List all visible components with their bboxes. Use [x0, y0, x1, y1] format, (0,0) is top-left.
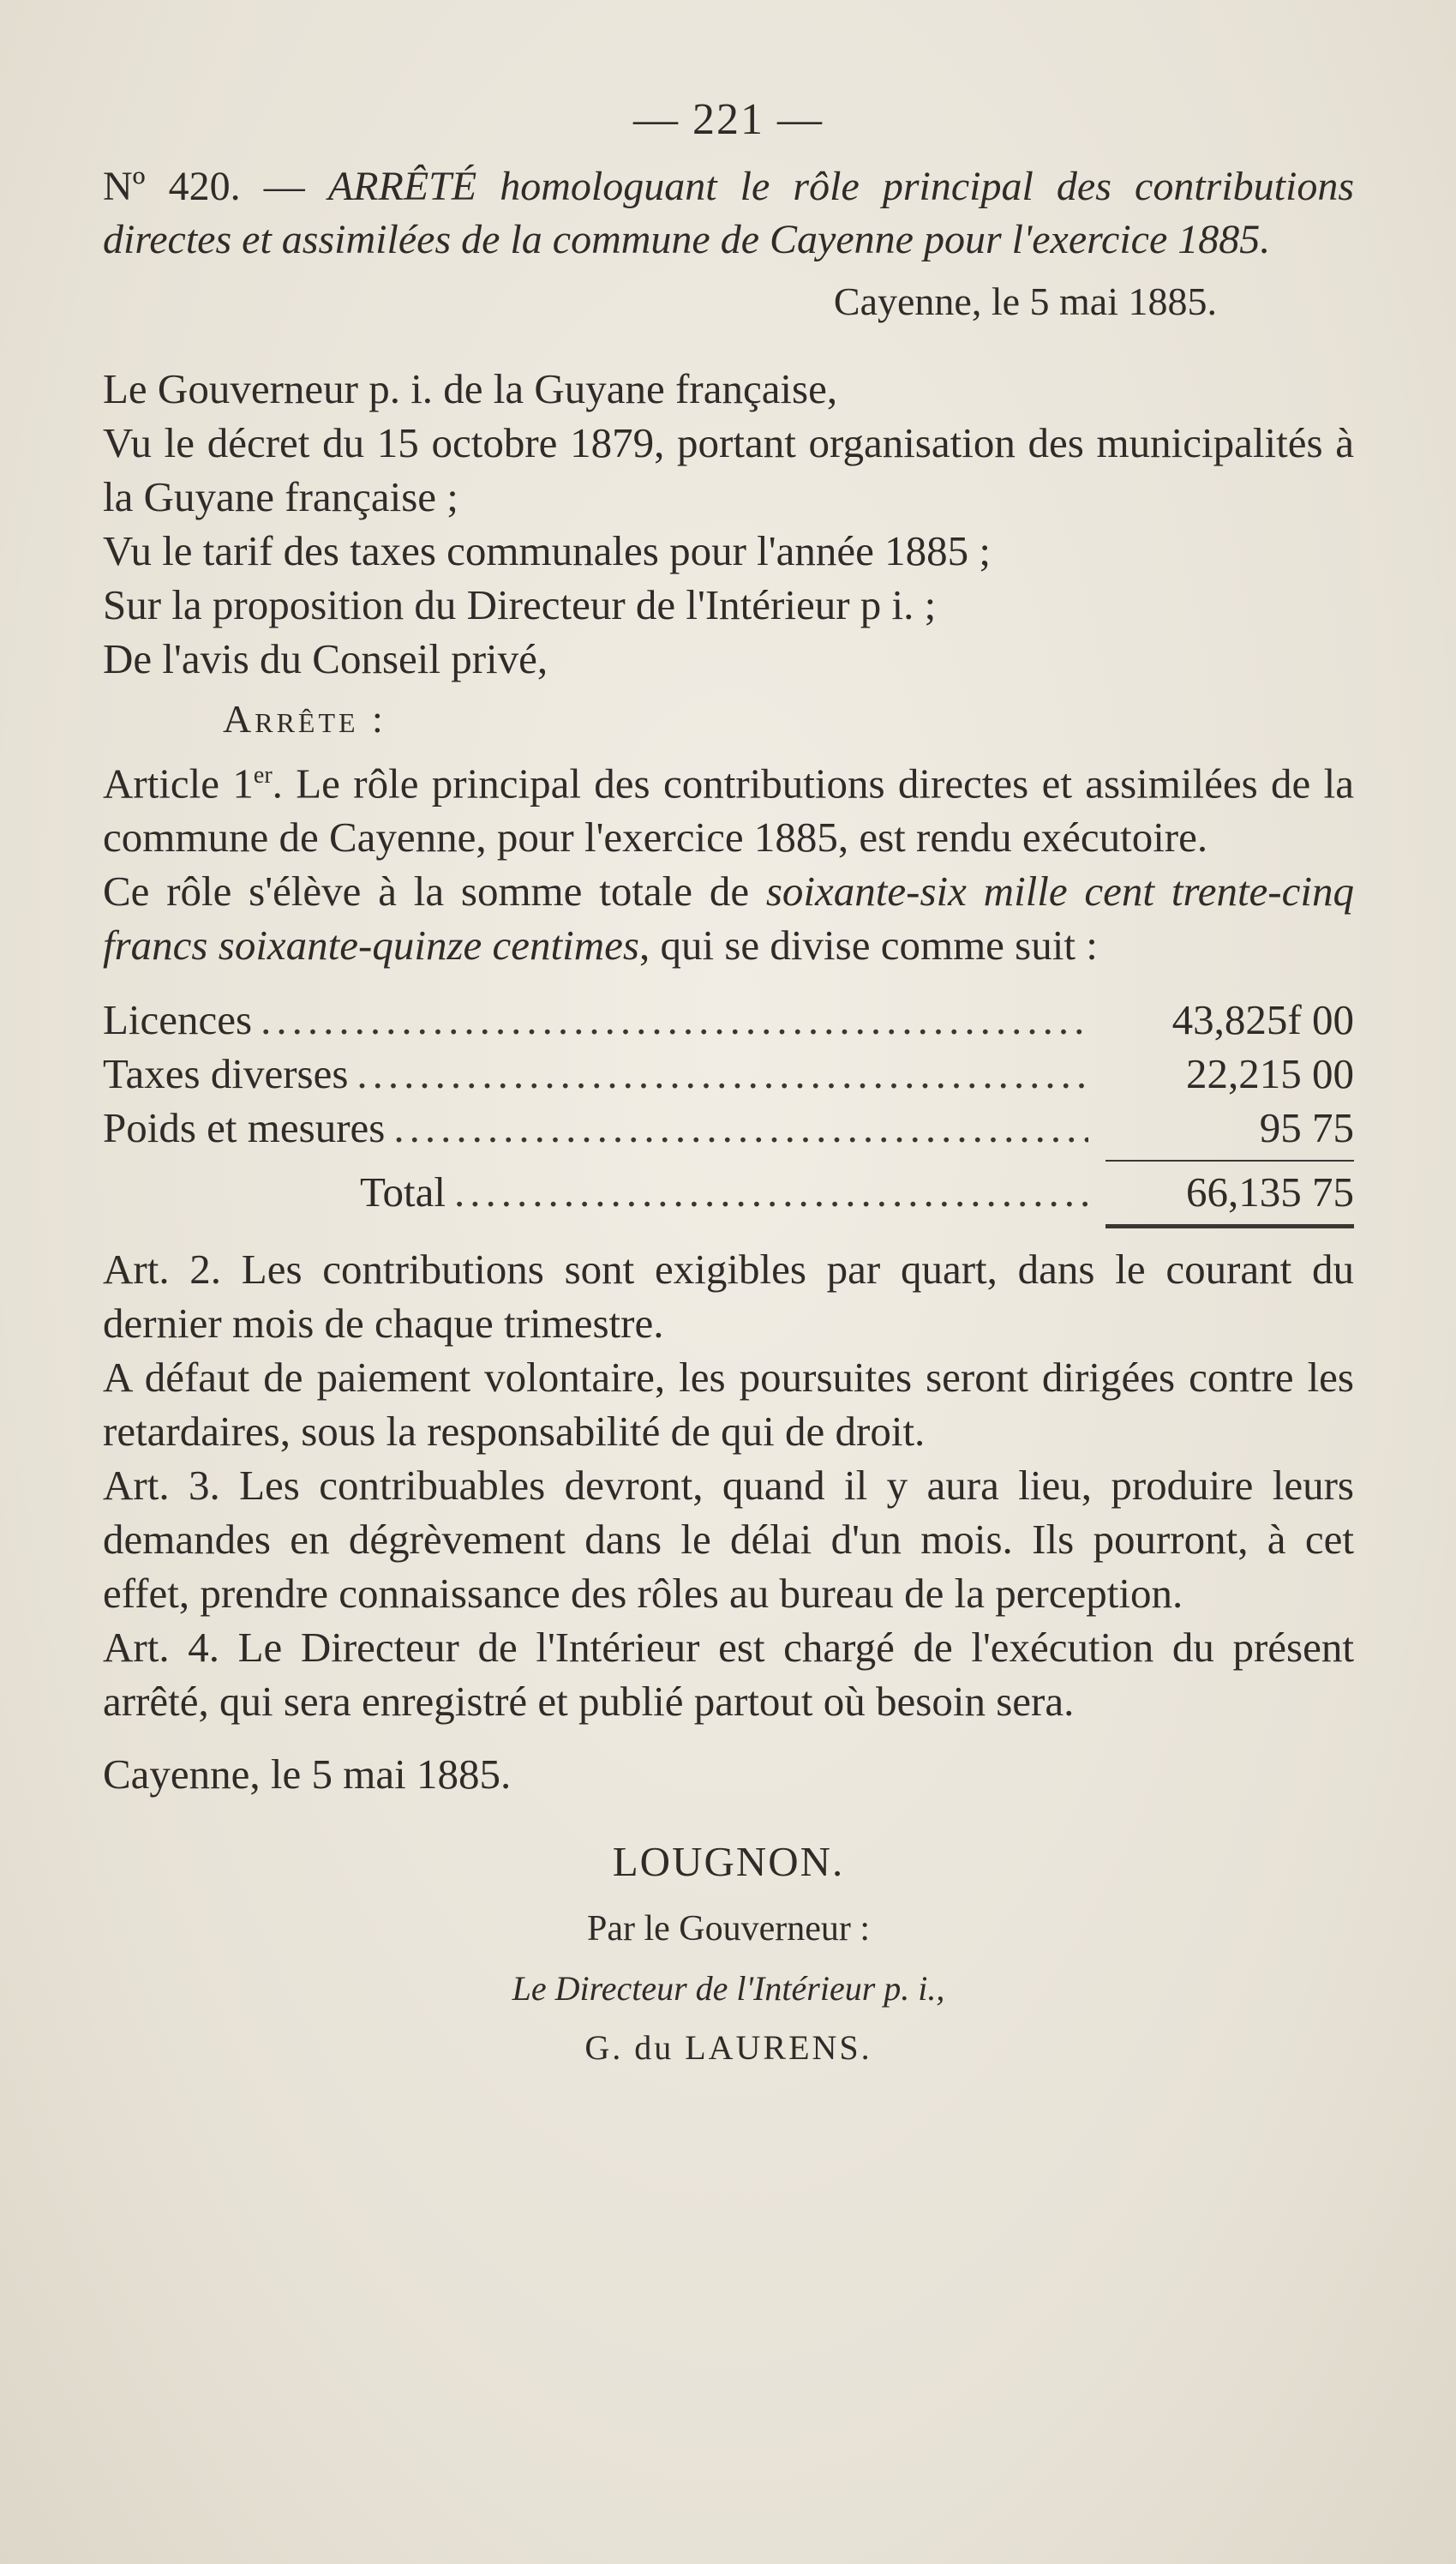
table-row	[103, 1047, 1354, 1101]
arrete-label: Arrête :	[223, 697, 386, 741]
decree-title	[103, 160, 1354, 267]
article-1-prefix: Article 1	[103, 760, 254, 808]
sum-italic: soixante-six mille cent trente-cinq francs soixante-quinze centimes	[103, 868, 1354, 970]
leader-dots	[393, 1101, 1088, 1155]
signature: LOUGNON.	[612, 1838, 845, 1886]
article-1	[103, 748, 1354, 864]
place-date-top: Cayenne, le 5 mai 1885.	[833, 279, 1217, 323]
sum-before: Ce rôle s'élève à la somme totale de	[103, 868, 766, 916]
par-le-gouverneur: Par le Gouverneur :	[586, 1909, 871, 1949]
total-rule	[1105, 1160, 1354, 1162]
articles	[103, 1242, 1354, 1728]
leader-dots	[454, 1165, 1088, 1219]
article-3: Art. 3. Les contribuables devront, quand il y aura lieu, produire leurs demandes en dégrèvement dans le délai d'un mois. Ils pourront, à cet effet, prendre connaissance des rôles au bureau de la perception.	[103, 1462, 1354, 1618]
table-row	[103, 993, 1354, 1047]
row-label: Taxes diverses	[103, 1050, 349, 1098]
article-2-continued: A défaut de paiement volontaire, les poursuites seront dirigées contre les retardaires, sous la responsabilité de qui de droit.	[103, 1354, 1354, 1456]
row-amount: 95 75	[1259, 1104, 1354, 1152]
leader-dots	[261, 993, 1088, 1047]
table-row	[103, 1101, 1354, 1155]
preamble-tarif: Vu le tarif des taxes communales pour l'année 1885 ;	[103, 527, 991, 574]
total-row	[103, 1165, 1354, 1219]
total-double-rule	[1105, 1224, 1354, 1228]
directeur-name: G. du LAURENS.	[584, 2028, 872, 2068]
article-2: Art. 2. Les contributions sont exigibles par quart, dans le courant du dernier mois de chaque trimestre.	[103, 1246, 1354, 1348]
total-amount: 66,135 75	[1186, 1168, 1354, 1216]
article-1-sup: er	[253, 762, 273, 789]
decree-number: Nº 420. —	[103, 164, 305, 209]
amounts-table	[103, 993, 1354, 1228]
preamble-governor: Le Gouverneur p. i. de la Guyane française,	[103, 365, 838, 412]
preamble	[103, 362, 1354, 686]
total-label: Total	[360, 1168, 446, 1216]
row-label: Licences	[103, 996, 253, 1044]
leader-dots	[357, 1047, 1088, 1101]
page-number: — 221 —	[633, 95, 824, 144]
preamble-decree: Vu le décret du 15 octobre 1879, portant organisation des municipalités à la Guyane française ;	[103, 419, 1354, 520]
document-body	[103, 94, 1354, 2068]
row-amount: 22,215 00	[1186, 1050, 1354, 1098]
preamble-avis: De l'avis du Conseil privé,	[103, 635, 548, 682]
decree-title-text: ARRÊTÉ homologuant le rôle principal des contributions directes et assimilées de la commune de Cayenne pour l'exercice 1885.	[103, 164, 1355, 262]
article-1-text: . Le rôle principal des contributions directes et assimilées de la commune de Cayenne, pour l'exercice 1885, est rendu exécutoire.	[103, 760, 1354, 862]
sum-after: , qui se divise comme suit :	[638, 922, 1098, 970]
row-label: Poids et mesures	[103, 1104, 386, 1152]
place-date-bottom: Cayenne, le 5 mai 1885.	[103, 1750, 512, 1798]
sum-sentence	[103, 864, 1354, 972]
article-4: Art. 4. Le Directeur de l'Intérieur est chargé de l'exécution du présent arrêté, qui sera enregistré et publié partout où besoin sera.	[103, 1624, 1354, 1726]
row-amount: 43,825f 00	[1171, 996, 1354, 1044]
directeur-title: Le Directeur de l'Intérieur p. i.,	[512, 1969, 945, 2009]
preamble-proposition: Sur la proposition du Directeur de l'Intérieur p i. ;	[103, 581, 937, 628]
